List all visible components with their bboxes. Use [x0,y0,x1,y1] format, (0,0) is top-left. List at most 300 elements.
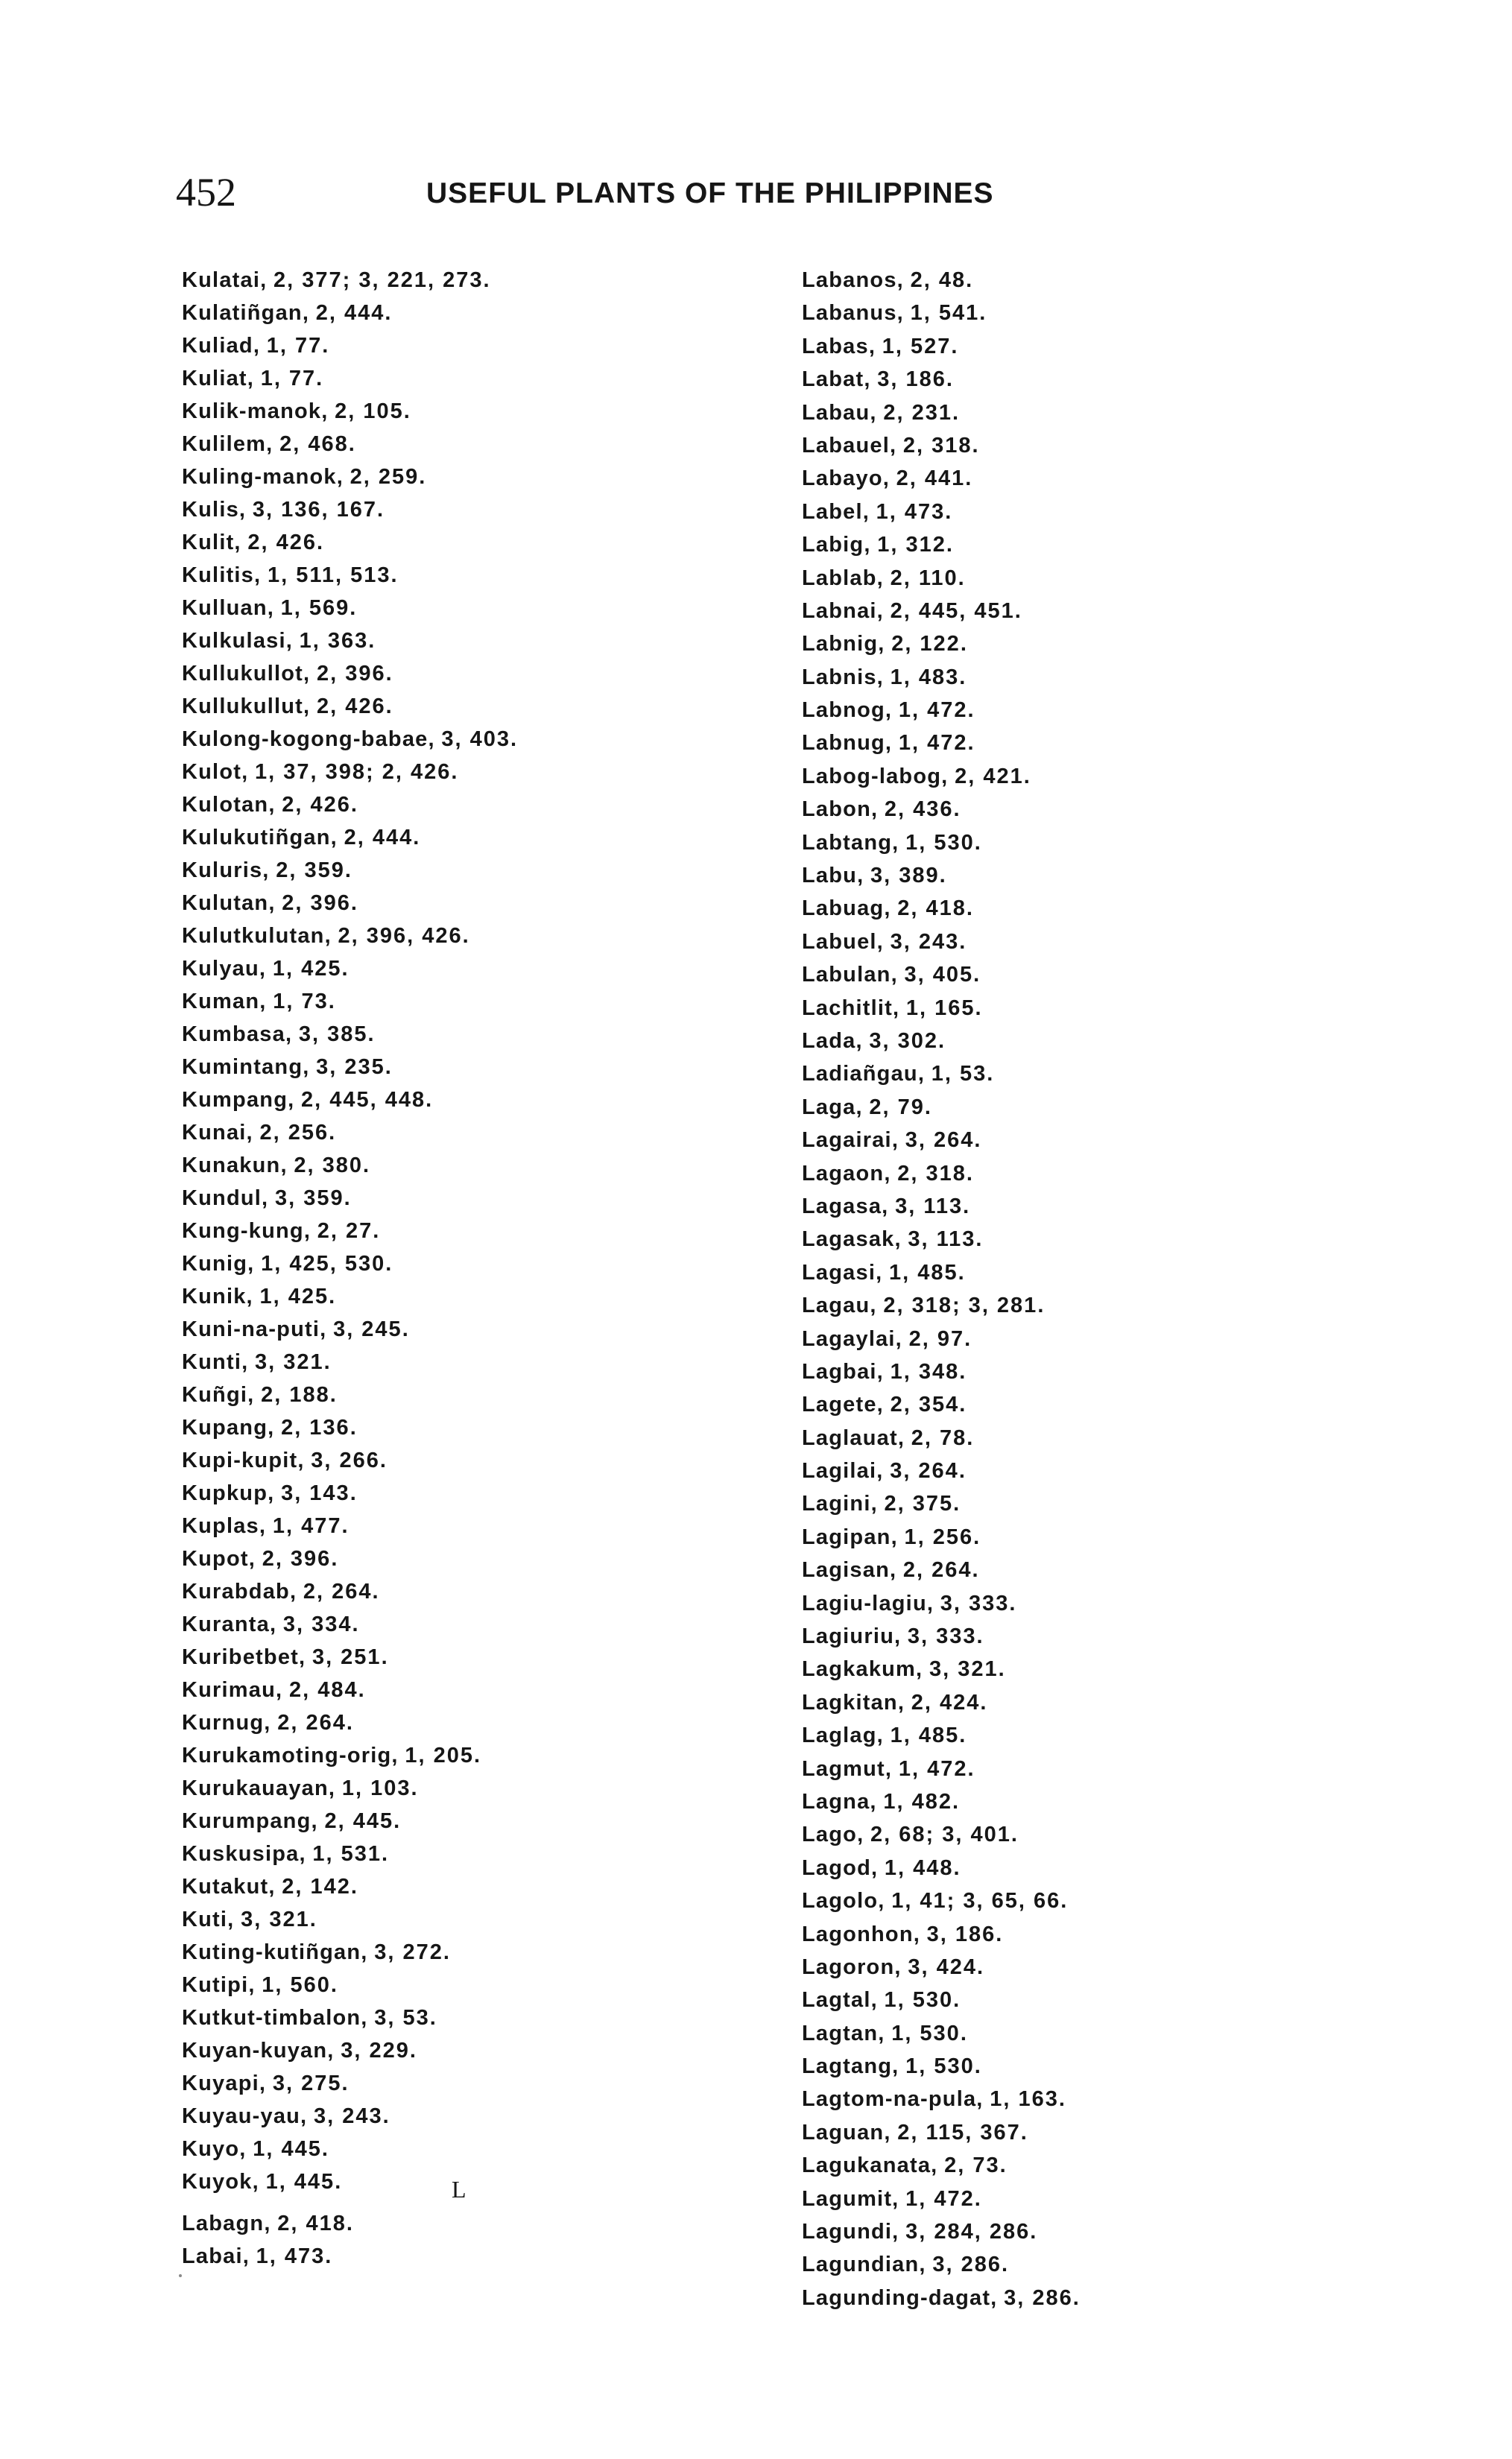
index-page-refs: 3, 321. [241,1908,317,1931]
index-entry [182,1051,793,1083]
index-entry [182,690,793,723]
index-page-refs: 2, 318; 3, 281. [883,1294,1046,1318]
index-entry [182,920,793,952]
index-page-refs: 3, 229. [341,2039,417,2063]
index-entry [182,1149,793,1182]
index-term: Kunik, [182,1285,253,1308]
index-entry [802,859,1398,892]
index-page-refs: 3, 284, 286. [905,2220,1038,2244]
index-term: Lagasak, [802,1227,902,1252]
index-entry [182,1083,793,1116]
index-page-refs: 3, 245. [333,1317,410,1341]
index-term: Kurnug, [182,1711,271,1735]
index-entry [182,657,793,690]
index-term: Lagilai, [802,1459,884,1484]
index-entry [802,1289,1398,1322]
index-page-refs: 3, 53. [374,2006,437,2030]
index-entry [182,1477,793,1510]
index-term: Lada, [802,1028,863,1053]
index-page-refs: 1, 530. [891,2021,968,2045]
index-term: Kuliad, [182,334,261,358]
index-term: Labau, [802,400,877,425]
index-page-refs: 2, 48. [910,268,974,292]
index-term: Lagunding-dagat, [802,2285,998,2310]
index-entry [802,1388,1398,1421]
index-page-refs: 3, 405. [904,963,981,987]
index-term: Kuman, [182,990,267,1013]
index-term: Kulutan, [182,891,276,915]
index-entry [182,1444,793,1477]
index-term: Kuling-manok, [182,465,344,489]
index-page-refs: 1, 165. [905,996,983,1020]
index-entry [802,2149,1398,2182]
index-term: Lagisan, [802,1558,897,1583]
index-term: Lagtal, [802,1988,878,2013]
index-entry [182,2100,793,2133]
index-term: Lagtan, [802,2021,885,2045]
index-term: Kulit, [182,531,241,554]
index-entry [182,854,793,887]
index-page-refs: 3, 275. [272,2072,349,2095]
index-entry [802,1487,1398,1520]
index-page-refs: 1, 425, 530. [261,1252,393,1276]
index-term: Kunai, [182,1121,253,1145]
index-page-refs: 2, 444. [344,826,421,849]
index-page-refs: 1, 448. [884,1855,961,1880]
index-entry [182,1641,793,1674]
index-page-refs: 1, 472. [898,731,975,756]
index-page-refs: 1, 77. [260,367,324,390]
left-index-column [182,264,793,2198]
index-entry [802,826,1398,859]
index-term: Kuluris, [182,858,270,882]
index-term: Kulitis, [182,563,262,587]
index-entry [182,1805,793,1838]
index-term: Lagoron, [802,1955,902,1979]
index-page-refs: 1, 312. [877,533,954,557]
index-term: Lagbai, [802,1359,884,1384]
index-term: Lagaylai, [802,1326,902,1351]
index-entry [182,1379,793,1411]
index-page-refs: 2, 73. [944,2153,1008,2178]
index-entry [802,1818,1398,1851]
index-term: Laguan, [802,2120,891,2145]
index-term: Lagiuriu, [802,1624,902,1649]
index-entry [802,1256,1398,1289]
index-page-refs: 3, 403. [441,727,519,751]
index-page-refs: 3, 235. [316,1055,393,1079]
index-term: Kulot, [182,760,249,784]
index-page-refs: 3, 359. [275,1186,352,1210]
index-page-refs: 3, 113. [895,1194,971,1218]
index-term: Lagasi, [802,1260,883,1285]
index-entry [182,2034,793,2067]
index-term: Labtang, [802,830,899,855]
index-term: Kulis, [182,498,247,522]
index-page-refs: 2, 444. [315,301,393,325]
index-entry [182,887,793,920]
index-entry [182,1018,793,1051]
index-term: Kuyo, [182,2137,247,2161]
index-page-refs: 3, 264. [905,1128,982,1153]
index-term: Kuribetbet, [182,1645,306,1669]
index-term: Kupi-kupit, [182,1449,305,1472]
index-entry [802,627,1398,660]
index-entry [802,562,1398,595]
index-entry [802,992,1398,1025]
index-term: Labnog, [802,698,893,723]
index-term: Labuel, [802,929,884,954]
index-term: Kulutkulutan, [182,924,332,948]
index-entry [182,264,793,297]
index-term: Labog-labog, [802,764,949,788]
index-page-refs: 1, 472. [898,1756,975,1781]
index-term: Kuyapi, [182,2072,267,2095]
left-index-column-tail [182,2207,354,2273]
index-page-refs: 1, 256. [904,1525,981,1549]
index-entry [802,1190,1398,1223]
index-entry [182,1739,793,1772]
index-page-refs: 2, 424. [911,1690,988,1715]
index-entry [802,396,1398,429]
index-term: Labayo, [802,466,890,491]
index-entry [802,793,1398,826]
right-index-column [802,264,1398,2314]
index-term: Kulyau, [182,957,267,981]
page-header [176,170,1130,215]
index-page-refs: 2, 396. [316,662,393,686]
index-entry [182,362,793,395]
index-term: Kurumpang, [182,1809,318,1833]
index-page-refs: 2, 105. [335,399,411,423]
index-entry [802,1686,1398,1719]
index-entry [802,1785,1398,1818]
index-page-refs: 1, 527. [882,334,959,358]
index-page-refs: 2, 396. [282,891,358,915]
index-page-refs: 1, 163. [990,2087,1066,2112]
index-entry [182,624,793,657]
index-term: Kuñgi, [182,1383,255,1407]
index-entry [802,925,1398,958]
index-entry [802,1323,1398,1355]
index-term: Lagete, [802,1393,884,1417]
index-term: Lagtom-na-pula, [802,2087,984,2112]
index-entry [802,363,1398,396]
index-page-refs: 1, 531. [312,1842,390,1866]
index-entry [182,756,793,788]
index-term: Kulilem, [182,432,273,456]
index-entry [802,2017,1398,2050]
index-term: Kulik-manok, [182,399,329,423]
index-entry [182,1411,793,1444]
index-term: Lagolo, [802,1889,885,1914]
index-term: Lablab, [802,566,884,590]
index-term: Lagau, [802,1294,877,1318]
index-term: Kurabdab, [182,1580,297,1604]
index-term: Labuag, [802,896,891,921]
index-page-refs: 3, 143. [281,1481,358,1505]
index-entry [182,1936,793,1969]
index-page-refs: 1, 445. [253,2137,329,2161]
index-term: Labig, [802,533,871,557]
index-page-refs: 1, 41; 3, 65, 66. [891,1889,1069,1914]
index-entry [802,2248,1398,2281]
index-term: Labu, [802,864,864,888]
index-entry [182,1510,793,1542]
index-entry [182,2207,354,2240]
index-entry [802,2050,1398,2083]
index-term: Labas, [802,334,876,358]
index-term: Lago, [802,1823,864,1847]
index-page-refs: 1, 530. [905,830,982,855]
index-page-refs: 2, 426. [316,694,393,718]
index-term: Lagini, [802,1492,878,1516]
index-page-refs: 2, 318. [897,1161,974,1186]
index-term: Labulan, [802,963,898,987]
index-term: Kutipi, [182,1973,256,1997]
index-page-refs: 3, 272. [374,1940,451,1964]
index-entry [802,2183,1398,2215]
index-page-refs: 2, 115, 367. [897,2120,1028,2145]
index-entry [182,1969,793,2001]
index-term: Kuyok, [182,2170,259,2194]
index-page-refs: 2, 375. [884,1492,961,1516]
index-entry [182,395,793,428]
index-entry [182,1313,793,1346]
index-page-refs: 2, 142. [282,1875,358,1899]
index-entry [182,1870,793,1903]
index-page-refs: 2, 421. [955,764,1031,788]
index-term: Lagumit, [802,2186,899,2211]
index-page-refs: 2, 78. [911,1425,975,1450]
index-page-refs: 2, 426. [282,793,358,817]
index-entry [182,1903,793,1936]
index-page-refs: 2, 259. [349,465,427,489]
index-term: Kuskusipa, [182,1842,306,1866]
index-term: Kutakut, [182,1875,276,1899]
index-term: Kulatai, [182,268,268,292]
index-entry [182,1346,793,1379]
index-entry [802,1918,1398,1951]
index-entry [182,1608,793,1641]
index-page-refs: 1, 103. [341,1776,419,1800]
scan-speck [179,2274,182,2277]
index-entry [802,1587,1398,1620]
index-entry [802,1422,1398,1455]
index-page-refs: 1, 473. [876,499,953,524]
index-entry [182,1674,793,1706]
index-page-refs: 3, 321. [255,1350,332,1374]
section-letter: L [452,2176,466,2203]
index-entry [802,2083,1398,2115]
index-page-refs: 2, 354. [890,1393,967,1417]
index-entry [182,1215,793,1247]
index-page-refs: 3, 136, 167. [252,498,385,522]
index-page-refs: 1, 530. [905,2054,982,2079]
index-term: Kunti, [182,1350,249,1374]
index-entry [182,723,793,756]
index-entry [802,1753,1398,1785]
index-entry [802,330,1398,363]
index-term: Kupkup, [182,1481,275,1505]
index-term: Lagipan, [802,1525,898,1549]
index-page-refs: 1, 541. [910,301,987,326]
index-page-refs: 3, 264. [890,1459,967,1484]
index-page-refs: 1, 425. [259,1285,337,1308]
index-entry [802,1091,1398,1124]
index-entry [182,1542,793,1575]
index-page-refs: 1, 348. [890,1359,967,1384]
index-page-refs: 3, 251. [311,1645,389,1669]
index-page-refs: 1, 37, 398; 2, 426. [255,760,459,784]
index-page-refs: 2, 256. [259,1121,337,1145]
index-entry [182,2133,793,2165]
running-title: USEFUL PLANTS OF THE PHILIPPINES [426,177,994,209]
index-page-refs: 2, 380. [294,1153,371,1177]
index-term: Lagiu-lagiu, [802,1591,934,1615]
index-term: Labon, [802,797,879,822]
index-entry [182,1772,793,1805]
index-term: Lagna, [802,1789,877,1814]
index-entry [802,496,1398,528]
index-page-refs: 2, 377; 3, 221, 273. [273,268,491,292]
index-entry [802,2282,1398,2314]
index-page-refs: 2, 359. [276,858,352,882]
page-number: 452 [176,170,236,215]
index-entry [182,1182,793,1215]
index-entry [802,1057,1398,1090]
index-term: Labanus, [802,301,904,326]
index-term: Lagundi, [802,2220,899,2244]
index-page-refs: 1, 569. [280,596,358,620]
index-entry [802,429,1398,462]
index-page-refs: 2, 79. [869,1095,932,1119]
index-term: Labnis, [802,665,884,689]
index-page-refs: 3, 186. [926,1922,1004,1946]
index-term: Kullukullut, [182,694,311,718]
index-entry [802,297,1398,329]
index-page-refs: 2, 264. [277,1711,354,1735]
index-entry [182,1116,793,1149]
index-term: Kumbasa, [182,1022,293,1046]
index-term: Kuplas, [182,1514,267,1538]
index-term: Kundul, [182,1186,269,1210]
index-entry [182,559,793,592]
index-entry [182,461,793,493]
index-entry [182,297,793,329]
index-term: Lagkakum, [802,1657,923,1682]
index-page-refs: 1, 485. [890,1724,967,1748]
index-entry [802,1521,1398,1554]
index-term: Lachitlit, [802,996,900,1020]
index-page-refs: 3, 424. [908,1955,985,1979]
index-entry [802,1554,1398,1586]
index-page-refs: 3, 286. [1004,2285,1081,2310]
index-page-refs: 2, 188. [261,1383,338,1407]
index-page-refs: 1, 530. [884,1988,961,2013]
index-term: Ladiañgau, [802,1062,926,1086]
index-page-refs: 1, 53. [931,1062,995,1086]
index-entry [182,1838,793,1870]
index-page-refs: 2, 418. [277,2212,354,2235]
index-entry [802,462,1398,495]
index-page-refs: 1, 472. [898,698,975,723]
index-page-refs: 3, 113. [908,1227,984,1252]
index-entry [802,1653,1398,1686]
index-entry [182,2165,793,2198]
index-page-refs: 1, 472. [905,2186,982,2211]
index-entry [182,821,793,854]
index-page-refs: 2, 264. [303,1580,380,1604]
index-term: Laglag, [802,1724,884,1748]
index-entry [802,1124,1398,1156]
index-term: Kulotan, [182,793,276,817]
index-entry [182,788,793,821]
index-entry [182,2001,793,2034]
index-term: Lagod, [802,1855,879,1880]
index-entry [802,1852,1398,1884]
index-term: Kupot, [182,1547,256,1571]
index-term: Kulkulasi, [182,629,293,653]
index-term: Labnug, [802,731,893,756]
index-entry [182,329,793,362]
index-page-refs: 3, 321. [929,1657,1006,1682]
index-entry [802,1223,1398,1256]
index-page-refs: 3, 243. [890,929,967,954]
index-page-refs: 2, 468. [279,432,356,456]
index-page-refs: 2, 122. [891,632,968,656]
index-entry [802,892,1398,925]
index-entry [802,1719,1398,1752]
index-page-refs: 3, 385. [298,1022,376,1046]
index-page-refs: 3, 334. [282,1613,360,1636]
index-page-refs: 1, 560. [262,1973,338,1997]
index-entry [182,1280,793,1313]
index-page-refs: 2, 97. [908,1326,972,1351]
index-term: Kuti, [182,1908,235,1931]
index-entry [182,493,793,526]
index-term: Labnai, [802,598,884,623]
index-page-refs: 2, 110. [890,566,966,590]
index-entry [802,661,1398,694]
index-page-refs: 1, 363. [299,629,376,653]
index-page-refs: 1, 477. [272,1514,349,1538]
index-entry [182,1247,793,1280]
index-page-refs: 2, 445. [324,1809,402,1833]
index-page-refs: 2, 441. [896,466,973,491]
index-page-refs: 1, 483. [890,665,967,689]
index-entry [802,1157,1398,1190]
index-entry [802,1455,1398,1487]
index-page-refs: 1, 482. [883,1789,961,1814]
index-page-refs: 1, 73. [273,990,336,1013]
index-term: Kuranta, [182,1613,277,1636]
index-page-refs: 3, 333. [940,1591,1017,1615]
index-entry [802,694,1398,727]
index-page-refs: 2, 436. [884,797,961,822]
index-term: Kupang, [182,1416,275,1440]
index-page-refs: 3, 243. [314,2104,390,2128]
index-entry [802,264,1398,297]
index-term: Kuyan-kuyan, [182,2039,335,2063]
index-page-refs: 1, 511, 513. [267,563,399,587]
index-term: Lagundian, [802,2253,926,2277]
index-term: Kutkut-timbalon, [182,2006,368,2030]
index-entry [802,1951,1398,1984]
index-entry [802,958,1398,991]
index-page-refs: 2, 396. [262,1547,339,1571]
index-term: Labauel, [802,433,897,458]
